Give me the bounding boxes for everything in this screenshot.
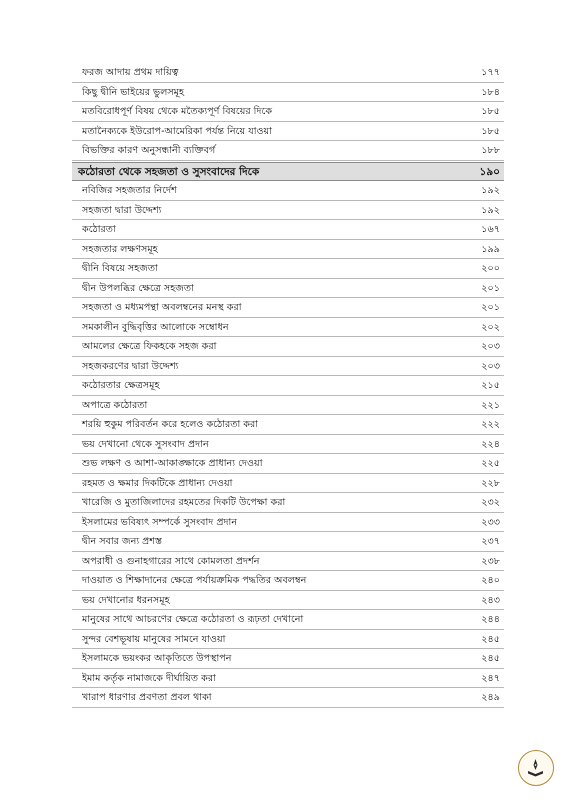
toc-entry-title: রহমত ও ক্ষমার দিকটিকে প্রাধান্য দেওয়া (82, 477, 233, 489)
toc-entry-page: ২৪৯ (481, 692, 500, 703)
toc-row (72, 240, 504, 260)
toc-entry-page: ২২১ (481, 399, 500, 411)
toc-entry-title: দাওয়াত ও শিক্ষাদানের ক্ষেত্রে পর্যায়ক্রমিক পদ্ধতির অবলম্বন (82, 575, 307, 586)
toc-entry-page: ২০১ (481, 282, 500, 294)
toc-entry-page: ২০৩ (481, 341, 500, 352)
toc-entry-page: ২৪৫ (481, 633, 500, 645)
toc-row (72, 201, 504, 221)
toc-entry-title: সহজতা ও মধ্যমপন্থা অবলম্বনের মনস্থ করা (82, 302, 242, 313)
toc-entry-page: ১৯২ (481, 185, 500, 196)
toc-entry-page: ১৮৪ (481, 86, 500, 98)
toc-entry-page: ২২২ (481, 419, 500, 430)
toc-entry-title: সহজতা দ্বারা উদ্দেশ্য (82, 204, 162, 216)
toc-entry-page: ২০৩ (481, 360, 500, 372)
toc-entry-title: বিভক্তির কারণ অনুসন্ধানী ব্যক্তিবর্গ (82, 145, 216, 156)
toc-entry-title: অপাত্রে কঠোরতা (82, 399, 148, 411)
toc-entry-page: ২৩২ (481, 497, 500, 508)
toc-entry-title: শুভ লক্ষণ ও আশা-আকাঙ্ক্ষাকে প্রাধান্য দেওয়া (82, 458, 263, 469)
toc-row (72, 141, 504, 161)
toc-row (72, 571, 504, 591)
toc-row (72, 259, 504, 279)
toc-entry-title: সুন্দর বেশভূষায় মানুষের সামনে যাওয়া (82, 633, 226, 645)
toc-row (72, 357, 504, 377)
toc-entry-page: ১৬৭ (481, 224, 500, 235)
toc-entry-title: অপরাধী ও গুনাহগারের সাথে কোমলতা প্রদর্শন (82, 555, 260, 567)
toc-entry-title: ইসলামকে ভয়ংকর আকৃতিতে উপস্থাপন (82, 653, 232, 664)
toc-entry-title: শরয়ি হুকুম পরিবর্তন করে হলেও কঠোরতা করা (82, 419, 259, 430)
toc-row (72, 591, 504, 611)
toc-entry-title: মানুষের সাথে আচরণের ক্ষেত্রে কঠোরতা ও রূঢ়তা দেখানো (82, 614, 304, 625)
toc-entry-title: কঠোরতার ক্ষেত্রসমূহ (82, 380, 160, 391)
toc-row (72, 220, 504, 240)
toc-row (72, 122, 504, 142)
toc-entry-title: সমকালীন বুদ্ধিবৃত্তির আলোকে সম্বোধন (82, 321, 229, 333)
toc-entry-page: ২৩৭ (481, 536, 500, 547)
toc-entry-title: খারেজি ও মুতাজিলাদের রহমতের দিকটি উপেক্ষা করা (82, 497, 286, 508)
toc-entry-title: কঠোরতা থেকে সহজতা ও সুসংবাদের দিকে (78, 165, 260, 178)
toc-entry-page: ২৪৩ (481, 594, 500, 606)
toc-entry-page: ২২৪ (481, 438, 500, 450)
toc-row (72, 415, 504, 435)
toc-row (72, 493, 504, 513)
toc-entry-title: সহজকরণের দ্বারা উদ্দেশ্য (82, 360, 179, 372)
toc-row (72, 669, 504, 689)
toc-row (72, 649, 504, 669)
toc-entry-page: ২৩৮ (481, 555, 500, 567)
toc-entry-title: নবিজির সহজতার নির্দেশ (82, 185, 177, 196)
toc-entry-title: ইসলামের ভবিষ্যৎ সম্পর্কে সুসংবাদ প্রদান (82, 516, 238, 528)
toc-row (72, 279, 504, 299)
toc-row (72, 318, 504, 338)
table-of-contents (72, 63, 504, 708)
toc-entry-title: খারাপ ধারণার প্রবণতা প্রবল থাকা (82, 692, 212, 703)
toc-entry-title: ফরজ আদায় প্রথম দায়িত্ব (82, 67, 179, 78)
toc-row (72, 337, 504, 357)
toc-entry-page: ২৪৭ (481, 672, 500, 684)
toc-entry-page: ১৮৮ (481, 145, 500, 156)
toc-entry-page: ২৪০ (481, 575, 500, 586)
toc-entry-page: ১৮৫ (481, 106, 500, 117)
toc-entry-page: ১৯২ (481, 204, 500, 216)
toc-entry-title: মতবিরোধপূর্ণ বিষয় থেকে মতৈক্যপূর্ণ বিষয়ের দিকে (82, 106, 273, 117)
toc-entry-page: ১৯৯ (481, 243, 500, 255)
toc-entry-page: ২০২ (481, 321, 500, 333)
toc-row (72, 513, 504, 533)
toc-entry-page: ১৯০ (479, 165, 500, 178)
toc-row (72, 83, 504, 103)
toc-row (72, 532, 504, 552)
toc-entry-title: কিছু দ্বীনি ভাইয়ের ভুলসমূহ (82, 86, 185, 98)
toc-entry-page: ২২৫ (481, 458, 500, 469)
toc-entry-title: দ্বীন উপলব্ধির ক্ষেত্রে সহজতা (82, 282, 194, 294)
toc-entry-title: মতানৈক্যকে ইউরোপ-আমেরিকা পর্যন্ত নিয়ে যাওয়া (82, 125, 272, 137)
toc-row (72, 298, 504, 318)
toc-row (72, 454, 504, 474)
toc-entry-title: সহজতার লক্ষণসমূহ (82, 243, 158, 255)
toc-row (72, 102, 504, 122)
toc-section-row (72, 162, 504, 182)
toc-entry-title: আমলের ক্ষেত্রে ফিকহকে সহজ করা (82, 341, 217, 352)
toc-entry-page: ১৮৫ (481, 125, 500, 137)
toc-entry-page: ২০০ (481, 263, 500, 274)
toc-entry-title: দ্বীনি বিষয়ে সহজতা (82, 263, 158, 274)
toc-row (72, 630, 504, 650)
toc-row (72, 474, 504, 494)
pen-book-icon (519, 751, 552, 784)
toc-entry-page: ১৭৭ (481, 67, 500, 78)
toc-entry-page: ২০১ (481, 302, 500, 313)
toc-row (72, 552, 504, 572)
toc-entry-page: ২১৫ (481, 380, 500, 391)
toc-row (72, 63, 504, 83)
toc-row (72, 610, 504, 630)
toc-row (72, 181, 504, 201)
toc-entry-title: ভয় দেখানোর ধরনসমূহ (82, 594, 170, 606)
toc-entry-title: ভয় দেখানো থেকে সুসংবাদ প্রদান (82, 438, 209, 450)
toc-row (72, 435, 504, 455)
toc-entry-title: দ্বীন সবার জন্য প্রশস্ত (82, 536, 162, 547)
toc-row (72, 396, 504, 416)
toc-entry-page: ২২৮ (481, 477, 500, 489)
toc-entry-title: ইমাম কর্তৃক নামাজকে দীর্ঘায়িত করা (82, 672, 216, 684)
toc-entry-page: ২৪৪ (481, 614, 500, 625)
toc-entry-page: ২৩৩ (481, 516, 500, 528)
toc-row (72, 688, 504, 708)
publisher-logo (518, 750, 554, 786)
toc-row (72, 376, 504, 396)
toc-entry-page: ২৪৫ (481, 653, 500, 664)
toc-entry-title: কঠোরতা (82, 224, 116, 235)
